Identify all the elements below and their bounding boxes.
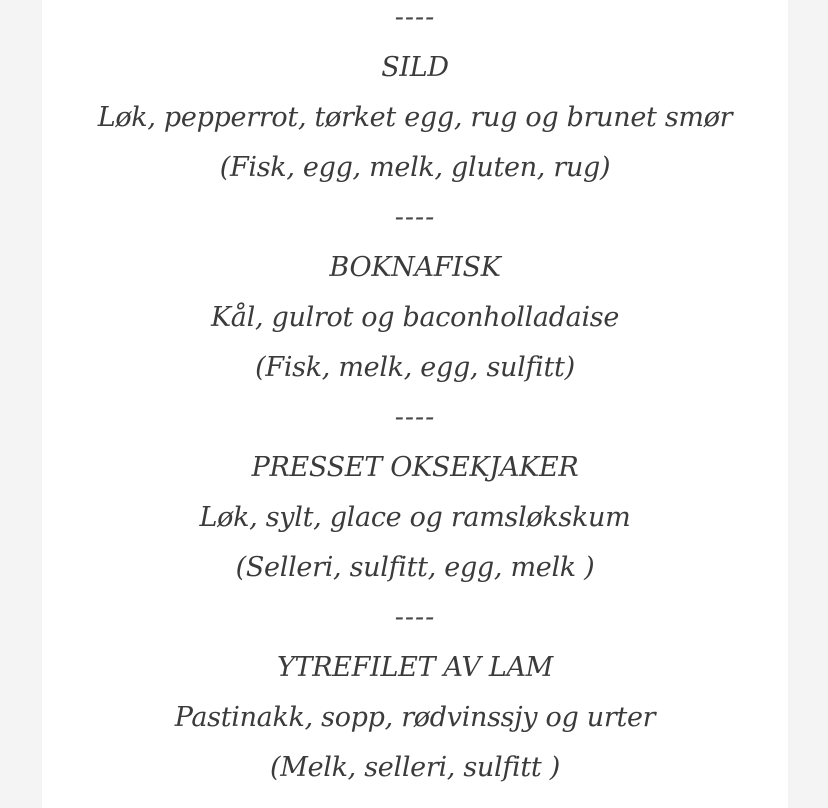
course-name: PRESSET OKSEKJAKER bbox=[251, 452, 579, 483]
course-name: YTREFILET AV LAM bbox=[276, 652, 553, 683]
separator: ---- bbox=[394, 202, 436, 233]
course-allergens: (Selleri, sulfitt, egg, melk ) bbox=[235, 552, 595, 583]
course-description: Løk, pepperrot, tørket egg, rug og brunet smør bbox=[97, 102, 733, 133]
course-description: Løk, sylt, glace og ramsløkskum bbox=[199, 502, 631, 533]
menu-list bbox=[42, 0, 788, 793]
course-allergens: (Melk, selleri, sulfitt ) bbox=[270, 752, 560, 783]
course-allergens: (Fisk, egg, melk, gluten, rug) bbox=[219, 152, 611, 183]
menu-page bbox=[42, 0, 788, 808]
course-name: BOKNAFISK bbox=[329, 252, 501, 283]
course-description: Pastinakk, sopp, rødvinssjy og urter bbox=[174, 702, 656, 733]
separator: ---- bbox=[394, 402, 436, 433]
course-description: Kål, gulrot og baconholladaise bbox=[210, 302, 620, 333]
course-name: SILD bbox=[381, 52, 449, 83]
course-allergens: (Fisk, melk, egg, sulfitt) bbox=[255, 352, 575, 383]
separator: ---- bbox=[394, 602, 436, 633]
separator: ---- bbox=[394, 2, 436, 33]
